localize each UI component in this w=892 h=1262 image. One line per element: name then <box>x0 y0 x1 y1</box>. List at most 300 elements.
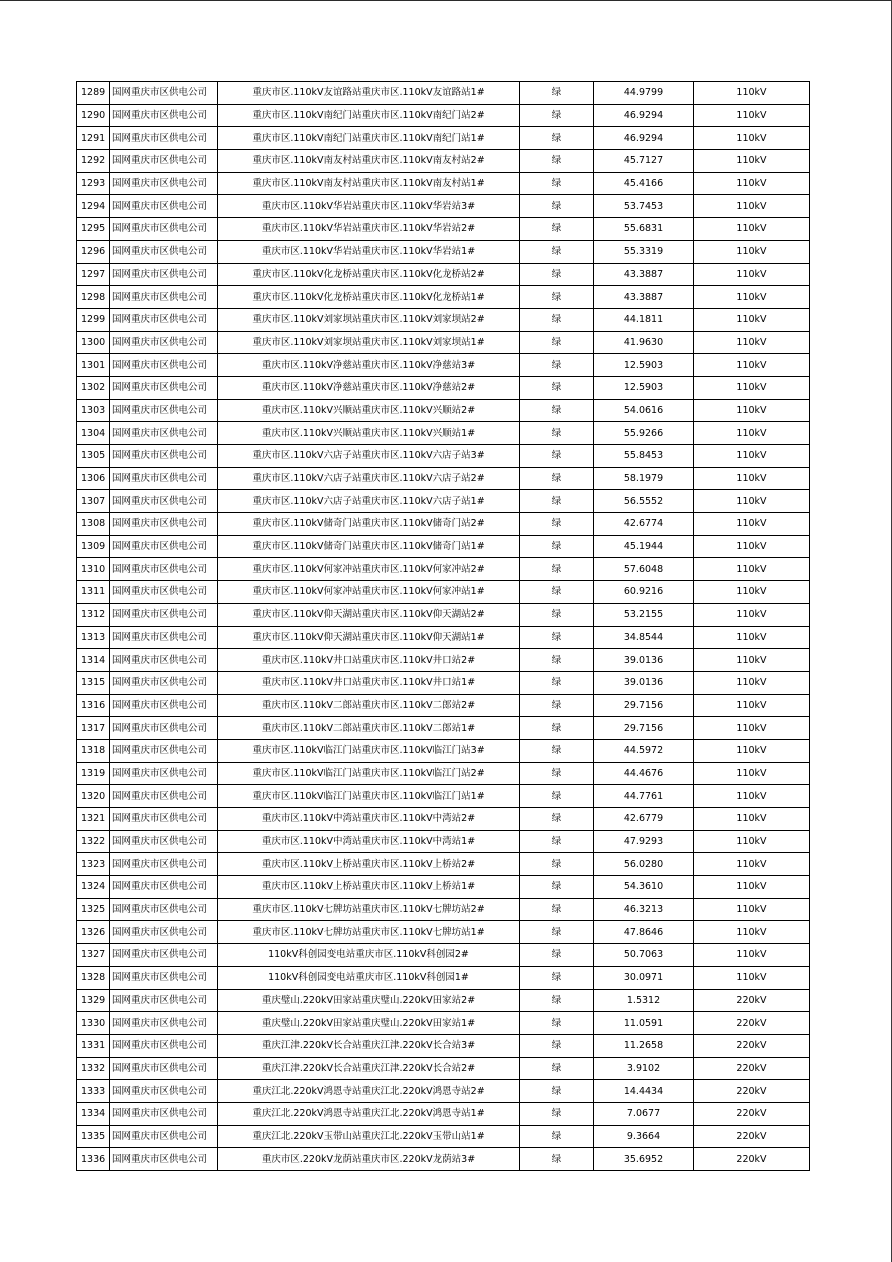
station-name-cell: 重庆市区.110kV兴顺站重庆市区.110kV兴顺站1# <box>218 422 520 445</box>
station-name-cell: 重庆市区.110kV临江门站重庆市区.110kV临江门站3# <box>218 739 520 762</box>
status-cell: 绿 <box>520 104 594 127</box>
load-value-cell: 12.5903 <box>594 354 694 377</box>
table-row <box>77 1080 810 1103</box>
substation-load-table <box>76 81 810 1171</box>
station-name-cell: 重庆市区.110kV临江门站重庆市区.110kV临江门站2# <box>218 762 520 785</box>
voltage-level-cell: 110kV <box>694 649 810 672</box>
table-row <box>77 127 810 150</box>
table-row <box>77 876 810 899</box>
row-id-cell: 1297 <box>77 263 110 286</box>
voltage-level-cell: 110kV <box>694 240 810 263</box>
company-cell: 国网重庆市区供电公司 <box>110 422 218 445</box>
load-value-cell: 42.6774 <box>594 513 694 536</box>
row-id-cell: 1306 <box>77 467 110 490</box>
voltage-level-cell: 110kV <box>694 921 810 944</box>
voltage-level-cell: 220kV <box>694 1148 810 1171</box>
load-value-cell: 44.1811 <box>594 308 694 331</box>
station-name-cell: 重庆市区.110kV井口站重庆市区.110kV井口站1# <box>218 671 520 694</box>
table-row <box>77 921 810 944</box>
table-row <box>77 172 810 195</box>
table-row <box>77 558 810 581</box>
row-id-cell: 1296 <box>77 240 110 263</box>
load-value-cell: 42.6779 <box>594 808 694 831</box>
station-name-cell: 重庆市区.110kV华岩站重庆市区.110kV华岩站2# <box>218 218 520 241</box>
company-cell: 国网重庆市区供电公司 <box>110 1148 218 1171</box>
company-cell: 国网重庆市区供电公司 <box>110 830 218 853</box>
station-name-cell: 重庆市区.110kV友谊路站重庆市区.110kV友谊路站1# <box>218 82 520 105</box>
load-value-cell: 43.3887 <box>594 263 694 286</box>
status-cell: 绿 <box>520 898 594 921</box>
table-row <box>77 535 810 558</box>
company-cell: 国网重庆市区供电公司 <box>110 739 218 762</box>
station-name-cell: 110kV科创园变电站重庆市区.110kV科创园2# <box>218 944 520 967</box>
station-name-cell: 重庆市区.110kV华岩站重庆市区.110kV华岩站1# <box>218 240 520 263</box>
load-value-cell: 30.0971 <box>594 966 694 989</box>
voltage-level-cell: 110kV <box>694 331 810 354</box>
load-value-cell: 3.9102 <box>594 1057 694 1080</box>
status-cell: 绿 <box>520 535 594 558</box>
voltage-level-cell: 110kV <box>694 808 810 831</box>
row-id-cell: 1316 <box>77 694 110 717</box>
station-name-cell: 重庆江北.220kV玉带山站重庆江北.220kV玉带山站1# <box>218 1125 520 1148</box>
status-cell: 绿 <box>520 1125 594 1148</box>
row-id-cell: 1327 <box>77 944 110 967</box>
voltage-level-cell: 110kV <box>694 445 810 468</box>
status-cell: 绿 <box>520 921 594 944</box>
table-row <box>77 830 810 853</box>
voltage-level-cell: 220kV <box>694 1012 810 1035</box>
load-value-cell: 7.0677 <box>594 1102 694 1125</box>
row-id-cell: 1302 <box>77 376 110 399</box>
company-cell: 国网重庆市区供电公司 <box>110 762 218 785</box>
voltage-level-cell: 110kV <box>694 762 810 785</box>
load-value-cell: 9.3664 <box>594 1125 694 1148</box>
voltage-level-cell: 110kV <box>694 830 810 853</box>
voltage-level-cell: 110kV <box>694 127 810 150</box>
table-row <box>77 218 810 241</box>
station-name-cell: 重庆市区.110kV南纪门站重庆市区.110kV南纪门站2# <box>218 104 520 127</box>
voltage-level-cell: 220kV <box>694 1080 810 1103</box>
voltage-level-cell: 110kV <box>694 172 810 195</box>
row-id-cell: 1318 <box>77 739 110 762</box>
voltage-level-cell: 110kV <box>694 376 810 399</box>
station-name-cell: 重庆市区.110kV二郎站重庆市区.110kV二郎站2# <box>218 694 520 717</box>
row-id-cell: 1291 <box>77 127 110 150</box>
company-cell: 国网重庆市区供电公司 <box>110 127 218 150</box>
station-name-cell: 重庆市区.110kV化龙桥站重庆市区.110kV化龙桥站1# <box>218 286 520 309</box>
load-value-cell: 29.7156 <box>594 694 694 717</box>
load-value-cell: 45.4166 <box>594 172 694 195</box>
table-row <box>77 671 810 694</box>
row-id-cell: 1334 <box>77 1102 110 1125</box>
row-id-cell: 1305 <box>77 445 110 468</box>
station-name-cell: 重庆市区.110kV净慈站重庆市区.110kV净慈站3# <box>218 354 520 377</box>
table-row <box>77 490 810 513</box>
row-id-cell: 1315 <box>77 671 110 694</box>
row-id-cell: 1310 <box>77 558 110 581</box>
row-id-cell: 1307 <box>77 490 110 513</box>
row-id-cell: 1332 <box>77 1057 110 1080</box>
row-id-cell: 1312 <box>77 603 110 626</box>
voltage-level-cell: 110kV <box>694 739 810 762</box>
company-cell: 国网重庆市区供电公司 <box>110 172 218 195</box>
table-row <box>77 626 810 649</box>
status-cell: 绿 <box>520 603 594 626</box>
status-cell: 绿 <box>520 739 594 762</box>
row-id-cell: 1323 <box>77 853 110 876</box>
row-id-cell: 1321 <box>77 808 110 831</box>
voltage-level-cell: 110kV <box>694 671 810 694</box>
voltage-level-cell: 110kV <box>694 626 810 649</box>
station-name-cell: 重庆市区.110kV何家冲站重庆市区.110kV何家冲站2# <box>218 558 520 581</box>
load-value-cell: 44.9799 <box>594 82 694 105</box>
voltage-level-cell: 110kV <box>694 490 810 513</box>
voltage-level-cell: 110kV <box>694 286 810 309</box>
voltage-level-cell: 110kV <box>694 944 810 967</box>
status-cell: 绿 <box>520 195 594 218</box>
table-row <box>77 1102 810 1125</box>
station-name-cell: 重庆市区.110kV南友村站重庆市区.110kV南友村站1# <box>218 172 520 195</box>
station-name-cell: 重庆市区.110kV华岩站重庆市区.110kV华岩站3# <box>218 195 520 218</box>
status-cell: 绿 <box>520 1057 594 1080</box>
table-row <box>77 399 810 422</box>
load-value-cell: 58.1979 <box>594 467 694 490</box>
company-cell: 国网重庆市区供电公司 <box>110 1102 218 1125</box>
table-row <box>77 717 810 740</box>
company-cell: 国网重庆市区供电公司 <box>110 1034 218 1057</box>
station-name-cell: 重庆市区.110kV上桥站重庆市区.110kV上桥站2# <box>218 853 520 876</box>
voltage-level-cell: 110kV <box>694 558 810 581</box>
station-name-cell: 重庆市区.110kV仰天湖站重庆市区.110kV仰天湖站1# <box>218 626 520 649</box>
station-name-cell: 110kV科创园变电站重庆市区.110kV科创园1# <box>218 966 520 989</box>
station-name-cell: 重庆市区.110kV南纪门站重庆市区.110kV南纪门站1# <box>218 127 520 150</box>
station-name-cell: 重庆市区.110kV化龙桥站重庆市区.110kV化龙桥站2# <box>218 263 520 286</box>
voltage-level-cell: 220kV <box>694 989 810 1012</box>
table-row <box>77 150 810 173</box>
load-value-cell: 46.3213 <box>594 898 694 921</box>
station-name-cell: 重庆市区.110kV刘家坝站重庆市区.110kV刘家坝站1# <box>218 331 520 354</box>
table-row <box>77 1148 810 1171</box>
voltage-level-cell: 110kV <box>694 966 810 989</box>
status-cell: 绿 <box>520 490 594 513</box>
row-id-cell: 1329 <box>77 989 110 1012</box>
table-row <box>77 989 810 1012</box>
row-id-cell: 1301 <box>77 354 110 377</box>
row-id-cell: 1295 <box>77 218 110 241</box>
load-value-cell: 55.9266 <box>594 422 694 445</box>
status-cell: 绿 <box>520 626 594 649</box>
status-cell: 绿 <box>520 240 594 263</box>
row-id-cell: 1331 <box>77 1034 110 1057</box>
table-row <box>77 944 810 967</box>
load-value-cell: 44.4676 <box>594 762 694 785</box>
station-name-cell: 重庆江津.220kV长合站重庆江津.220kV长合站2# <box>218 1057 520 1080</box>
company-cell: 国网重庆市区供电公司 <box>110 490 218 513</box>
voltage-level-cell: 220kV <box>694 1034 810 1057</box>
company-cell: 国网重庆市区供电公司 <box>110 1012 218 1035</box>
station-name-cell: 重庆市区.220kV龙荫站重庆市区.220kV龙荫站3# <box>218 1148 520 1171</box>
row-id-cell: 1322 <box>77 830 110 853</box>
table-row <box>77 308 810 331</box>
load-value-cell: 34.8544 <box>594 626 694 649</box>
company-cell: 国网重庆市区供电公司 <box>110 513 218 536</box>
status-cell: 绿 <box>520 399 594 422</box>
row-id-cell: 1293 <box>77 172 110 195</box>
status-cell: 绿 <box>520 694 594 717</box>
company-cell: 国网重庆市区供电公司 <box>110 150 218 173</box>
status-cell: 绿 <box>520 513 594 536</box>
table-row <box>77 82 810 105</box>
status-cell: 绿 <box>520 172 594 195</box>
voltage-level-cell: 110kV <box>694 717 810 740</box>
row-id-cell: 1325 <box>77 898 110 921</box>
load-value-cell: 35.6952 <box>594 1148 694 1171</box>
station-name-cell: 重庆璧山.220kV田家站重庆璧山.220kV田家站1# <box>218 1012 520 1035</box>
row-id-cell: 1300 <box>77 331 110 354</box>
table-row <box>77 603 810 626</box>
table-row <box>77 1012 810 1035</box>
voltage-level-cell: 110kV <box>694 150 810 173</box>
voltage-level-cell: 220kV <box>694 1125 810 1148</box>
company-cell: 国网重庆市区供电公司 <box>110 603 218 626</box>
load-value-cell: 1.5312 <box>594 989 694 1012</box>
row-id-cell: 1292 <box>77 150 110 173</box>
load-value-cell: 45.1944 <box>594 535 694 558</box>
table-row <box>77 422 810 445</box>
status-cell: 绿 <box>520 263 594 286</box>
table-row <box>77 649 810 672</box>
voltage-level-cell: 110kV <box>694 82 810 105</box>
company-cell: 国网重庆市区供电公司 <box>110 354 218 377</box>
status-cell: 绿 <box>520 1080 594 1103</box>
status-cell: 绿 <box>520 150 594 173</box>
row-id-cell: 1326 <box>77 921 110 944</box>
row-id-cell: 1328 <box>77 966 110 989</box>
load-value-cell: 54.3610 <box>594 876 694 899</box>
row-id-cell: 1311 <box>77 581 110 604</box>
voltage-level-cell: 220kV <box>694 1102 810 1125</box>
voltage-level-cell: 110kV <box>694 399 810 422</box>
row-id-cell: 1319 <box>77 762 110 785</box>
status-cell: 绿 <box>520 581 594 604</box>
row-id-cell: 1333 <box>77 1080 110 1103</box>
station-name-cell: 重庆市区.110kV净慈站重庆市区.110kV净慈站2# <box>218 376 520 399</box>
company-cell: 国网重庆市区供电公司 <box>110 853 218 876</box>
company-cell: 国网重庆市区供电公司 <box>110 785 218 808</box>
station-name-cell: 重庆璧山.220kV田家站重庆璧山.220kV田家站2# <box>218 989 520 1012</box>
row-id-cell: 1335 <box>77 1125 110 1148</box>
station-name-cell: 重庆市区.110kV储奇门站重庆市区.110kV储奇门站1# <box>218 535 520 558</box>
row-id-cell: 1290 <box>77 104 110 127</box>
voltage-level-cell: 110kV <box>694 104 810 127</box>
station-name-cell: 重庆市区.110kV刘家坝站重庆市区.110kV刘家坝站2# <box>218 308 520 331</box>
status-cell: 绿 <box>520 376 594 399</box>
status-cell: 绿 <box>520 445 594 468</box>
load-value-cell: 56.5552 <box>594 490 694 513</box>
voltage-level-cell: 110kV <box>694 785 810 808</box>
status-cell: 绿 <box>520 82 594 105</box>
table-row <box>77 354 810 377</box>
station-name-cell: 重庆江北.220kV鸿恩寺站重庆江北.220kV鸿恩寺站1# <box>218 1102 520 1125</box>
table-row <box>77 331 810 354</box>
station-name-cell: 重庆江北.220kV鸿恩寺站重庆江北.220kV鸿恩寺站2# <box>218 1080 520 1103</box>
station-name-cell: 重庆市区.110kV中湾站重庆市区.110kV中湾站2# <box>218 808 520 831</box>
voltage-level-cell: 110kV <box>694 195 810 218</box>
voltage-level-cell: 110kV <box>694 218 810 241</box>
load-value-cell: 55.3319 <box>594 240 694 263</box>
row-id-cell: 1294 <box>77 195 110 218</box>
row-id-cell: 1336 <box>77 1148 110 1171</box>
table-body <box>77 82 810 1171</box>
row-id-cell: 1299 <box>77 308 110 331</box>
table-row <box>77 1034 810 1057</box>
company-cell: 国网重庆市区供电公司 <box>110 626 218 649</box>
company-cell: 国网重庆市区供电公司 <box>110 921 218 944</box>
company-cell: 国网重庆市区供电公司 <box>110 286 218 309</box>
station-name-cell: 重庆市区.110kV储奇门站重庆市区.110kV储奇门站2# <box>218 513 520 536</box>
status-cell: 绿 <box>520 331 594 354</box>
status-cell: 绿 <box>520 218 594 241</box>
company-cell: 国网重庆市区供电公司 <box>110 308 218 331</box>
status-cell: 绿 <box>520 422 594 445</box>
company-cell: 国网重庆市区供电公司 <box>110 82 218 105</box>
voltage-level-cell: 110kV <box>694 535 810 558</box>
load-value-cell: 54.0616 <box>594 399 694 422</box>
status-cell: 绿 <box>520 989 594 1012</box>
company-cell: 国网重庆市区供电公司 <box>110 467 218 490</box>
company-cell: 国网重庆市区供电公司 <box>110 195 218 218</box>
row-id-cell: 1298 <box>77 286 110 309</box>
status-cell: 绿 <box>520 1148 594 1171</box>
table-row <box>77 286 810 309</box>
table-row <box>77 785 810 808</box>
load-value-cell: 45.7127 <box>594 150 694 173</box>
row-id-cell: 1313 <box>77 626 110 649</box>
company-cell: 国网重庆市区供电公司 <box>110 944 218 967</box>
status-cell: 绿 <box>520 944 594 967</box>
station-name-cell: 重庆江津.220kV长合站重庆江津.220kV长合站3# <box>218 1034 520 1057</box>
load-value-cell: 46.9294 <box>594 104 694 127</box>
load-value-cell: 53.2155 <box>594 603 694 626</box>
company-cell: 国网重庆市区供电公司 <box>110 671 218 694</box>
company-cell: 国网重庆市区供电公司 <box>110 445 218 468</box>
load-value-cell: 41.9630 <box>594 331 694 354</box>
station-name-cell: 重庆市区.110kV中湾站重庆市区.110kV中湾站1# <box>218 830 520 853</box>
table-row <box>77 240 810 263</box>
voltage-level-cell: 110kV <box>694 513 810 536</box>
voltage-level-cell: 110kV <box>694 694 810 717</box>
load-value-cell: 46.9294 <box>594 127 694 150</box>
row-id-cell: 1304 <box>77 422 110 445</box>
company-cell: 国网重庆市区供电公司 <box>110 876 218 899</box>
company-cell: 国网重庆市区供电公司 <box>110 898 218 921</box>
table-row <box>77 445 810 468</box>
company-cell: 国网重庆市区供电公司 <box>110 263 218 286</box>
load-value-cell: 53.7453 <box>594 195 694 218</box>
station-name-cell: 重庆市区.110kV二郎站重庆市区.110kV二郎站1# <box>218 717 520 740</box>
station-name-cell: 重庆市区.110kV南友村站重庆市区.110kV南友村站2# <box>218 150 520 173</box>
company-cell: 国网重庆市区供电公司 <box>110 808 218 831</box>
table-row <box>77 1057 810 1080</box>
load-value-cell: 11.2658 <box>594 1034 694 1057</box>
load-value-cell: 44.7761 <box>594 785 694 808</box>
station-name-cell: 重庆市区.110kV六店子站重庆市区.110kV六店子站3# <box>218 445 520 468</box>
voltage-level-cell: 110kV <box>694 603 810 626</box>
load-value-cell: 47.9293 <box>594 830 694 853</box>
load-value-cell: 11.0591 <box>594 1012 694 1035</box>
status-cell: 绿 <box>520 649 594 672</box>
table-row <box>77 808 810 831</box>
status-cell: 绿 <box>520 308 594 331</box>
row-id-cell: 1320 <box>77 785 110 808</box>
status-cell: 绿 <box>520 286 594 309</box>
row-id-cell: 1324 <box>77 876 110 899</box>
station-name-cell: 重庆市区.110kV井口站重庆市区.110kV井口站2# <box>218 649 520 672</box>
status-cell: 绿 <box>520 558 594 581</box>
company-cell: 国网重庆市区供电公司 <box>110 218 218 241</box>
voltage-level-cell: 110kV <box>694 354 810 377</box>
voltage-level-cell: 110kV <box>694 263 810 286</box>
load-value-cell: 50.7063 <box>594 944 694 967</box>
load-value-cell: 39.0136 <box>594 649 694 672</box>
row-id-cell: 1309 <box>77 535 110 558</box>
load-value-cell: 56.0280 <box>594 853 694 876</box>
status-cell: 绿 <box>520 876 594 899</box>
load-value-cell: 55.6831 <box>594 218 694 241</box>
station-name-cell: 重庆市区.110kV上桥站重庆市区.110kV上桥站1# <box>218 876 520 899</box>
status-cell: 绿 <box>520 717 594 740</box>
table-row <box>77 853 810 876</box>
table-row <box>77 762 810 785</box>
status-cell: 绿 <box>520 966 594 989</box>
table-row <box>77 694 810 717</box>
voltage-level-cell: 110kV <box>694 422 810 445</box>
station-name-cell: 重庆市区.110kV兴顺站重庆市区.110kV兴顺站2# <box>218 399 520 422</box>
company-cell: 国网重庆市区供电公司 <box>110 1057 218 1080</box>
status-cell: 绿 <box>520 853 594 876</box>
load-value-cell: 12.5903 <box>594 376 694 399</box>
table-row <box>77 263 810 286</box>
status-cell: 绿 <box>520 785 594 808</box>
row-id-cell: 1314 <box>77 649 110 672</box>
load-value-cell: 39.0136 <box>594 671 694 694</box>
company-cell: 国网重庆市区供电公司 <box>110 1125 218 1148</box>
status-cell: 绿 <box>520 1034 594 1057</box>
table-row <box>77 104 810 127</box>
voltage-level-cell: 110kV <box>694 876 810 899</box>
load-value-cell: 44.5972 <box>594 739 694 762</box>
station-name-cell: 重庆市区.110kV七牌坊站重庆市区.110kV七牌坊站2# <box>218 898 520 921</box>
company-cell: 国网重庆市区供电公司 <box>110 1080 218 1103</box>
row-id-cell: 1303 <box>77 399 110 422</box>
status-cell: 绿 <box>520 762 594 785</box>
status-cell: 绿 <box>520 830 594 853</box>
station-name-cell: 重庆市区.110kV六店子站重庆市区.110kV六店子站1# <box>218 490 520 513</box>
load-value-cell: 47.8646 <box>594 921 694 944</box>
status-cell: 绿 <box>520 1102 594 1125</box>
company-cell: 国网重庆市区供电公司 <box>110 535 218 558</box>
status-cell: 绿 <box>520 467 594 490</box>
row-id-cell: 1289 <box>77 82 110 105</box>
voltage-level-cell: 110kV <box>694 898 810 921</box>
status-cell: 绿 <box>520 1012 594 1035</box>
company-cell: 国网重庆市区供电公司 <box>110 717 218 740</box>
voltage-level-cell: 220kV <box>694 1057 810 1080</box>
station-name-cell: 重庆市区.110kV仰天湖站重庆市区.110kV仰天湖站2# <box>218 603 520 626</box>
station-name-cell: 重庆市区.110kV六店子站重庆市区.110kV六店子站2# <box>218 467 520 490</box>
station-name-cell: 重庆市区.110kV何家冲站重庆市区.110kV何家冲站1# <box>218 581 520 604</box>
status-cell: 绿 <box>520 354 594 377</box>
